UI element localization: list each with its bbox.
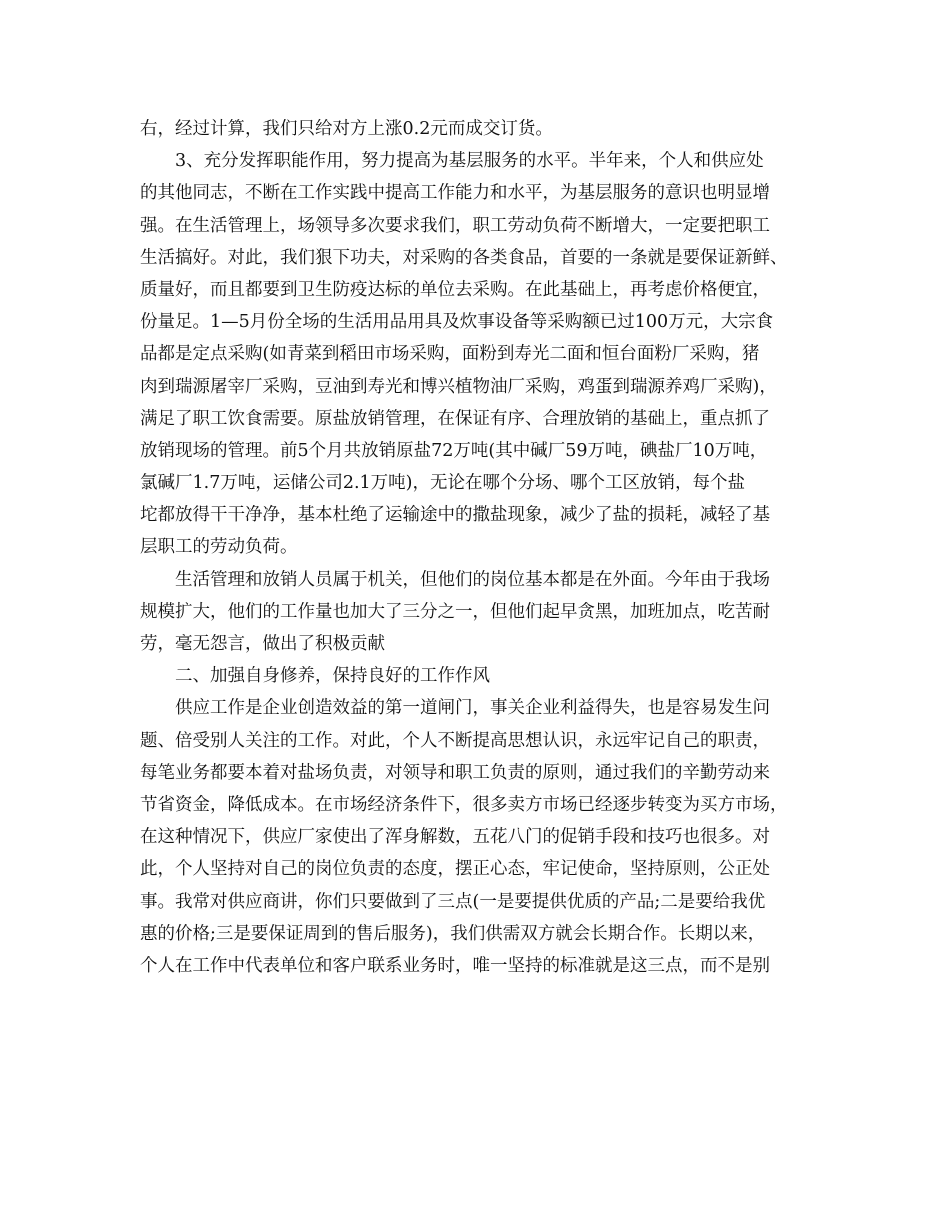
text-line: 3、充分发挥职能作用，努力提高为基层服务的水平。半年来，个人和供应处 (175, 151, 764, 172)
text-line: 劳，毫无怨言，做出了积极贡献 (140, 634, 385, 654)
text-line: 的其他同志，不断在工作实践中提高工作能力和水平，为基层服务的意识也明显增 (140, 183, 770, 204)
text-line: 份量足。1—5月份全场的生活用品用具及炊事设备等采购额已过100万元，大宗食 (140, 312, 774, 333)
text-line: 放销现场的管理。前5个月共放销原盐72万吨(其中碱厂59万吨，碘盐厂10万吨， (140, 440, 768, 461)
text-line: 此，个人坚持对自己的岗位负责的态度，摆正心态，牢记使命，坚持原则，公正处 (140, 859, 770, 880)
text-line: 肉到瑞源屠宰厂采购，豆油到寿光和博兴植物油厂采购，鸡蛋到瑞源养鸡厂采购)， (140, 376, 777, 397)
text-line: 氯碱厂1.7万吨，运储公司2.1万吨)，无论在哪个分场、哪个工区放销，每个盐 (140, 473, 745, 494)
text-line: 品都是定点采购(如青菜到稻田市场采购，面粉到寿光二面和恒台面粉厂采购，猪 (140, 344, 760, 365)
text-line: 题、倍受别人关注的工作。对此，个人不断提高思想认识，永远牢记自己的职责， (140, 730, 770, 751)
text-line: 节省资金，降低成本。在市场经济条件下，很多卖方市场已经逐步转变为买方市场， (140, 794, 788, 815)
section-heading: 二、加强自身修养，保持良好的工作作风 (175, 666, 490, 687)
text-line: 强。在生活管理上，场领导多次要求我们，职工劳动负荷不断增大，一定要把职工 (140, 215, 770, 236)
text-line: 右，经过计算，我们只给对方上涨0.2元而成交订货。 (140, 119, 553, 139)
text-line: 个人在工作中代表单位和客户联系业务时，唯一坚持的标准就是这三点，而不是别 (140, 955, 770, 976)
text-line: 满足了职工饮食需要。原盐放销管理，在保证有序、合理放销的基础上，重点抓了 (140, 408, 770, 429)
text-line: 坨都放得干干净净，基本杜绝了运输途中的撒盐现象，减少了盐的损耗，减轻了基 (140, 505, 770, 526)
text-line: 生活管理和放销人员属于机关，但他们的岗位基本都是在外面。今年由于我场 (175, 569, 770, 590)
text-line: 每笔业务都要本着对盐场负责，对领导和职工负责的原则，通过我们的辛勤劳动来 (140, 762, 770, 783)
text-line: 惠的价格;三是要保证周到的售后服务)，我们供需双方就会长期合作。长期以来， (140, 923, 766, 944)
document-body (140, 113, 820, 982)
text-line: 事。我常对供应商讲，你们只要做到了三点(一是要提供优质的产品;二是要给我优 (140, 891, 766, 912)
text-line: 生活搞好。对此，我们狠下功夫，对采购的各类食品，首要的一条就是要保证新鲜、 (140, 247, 788, 268)
text-line: 供应工作是企业创造效益的第一道闸门，事关企业利益得失，也是容易发生问 (175, 698, 770, 719)
text-line: 在这种情况下，供应厂家使出了浑身解数，五花八门的促销手段和技巧也很多。对 (140, 827, 770, 848)
text-line: 质量好，而且都要到卫生防疫达标的单位去采购。在此基础上，再考虑价格便宜， (140, 279, 770, 300)
text-line: 规模扩大，他们的工作量也加大了三分之一，但他们起早贪黑，加班加点，吃苦耐 (140, 601, 770, 622)
text-line: 层职工的劳动负荷。 (140, 537, 298, 558)
